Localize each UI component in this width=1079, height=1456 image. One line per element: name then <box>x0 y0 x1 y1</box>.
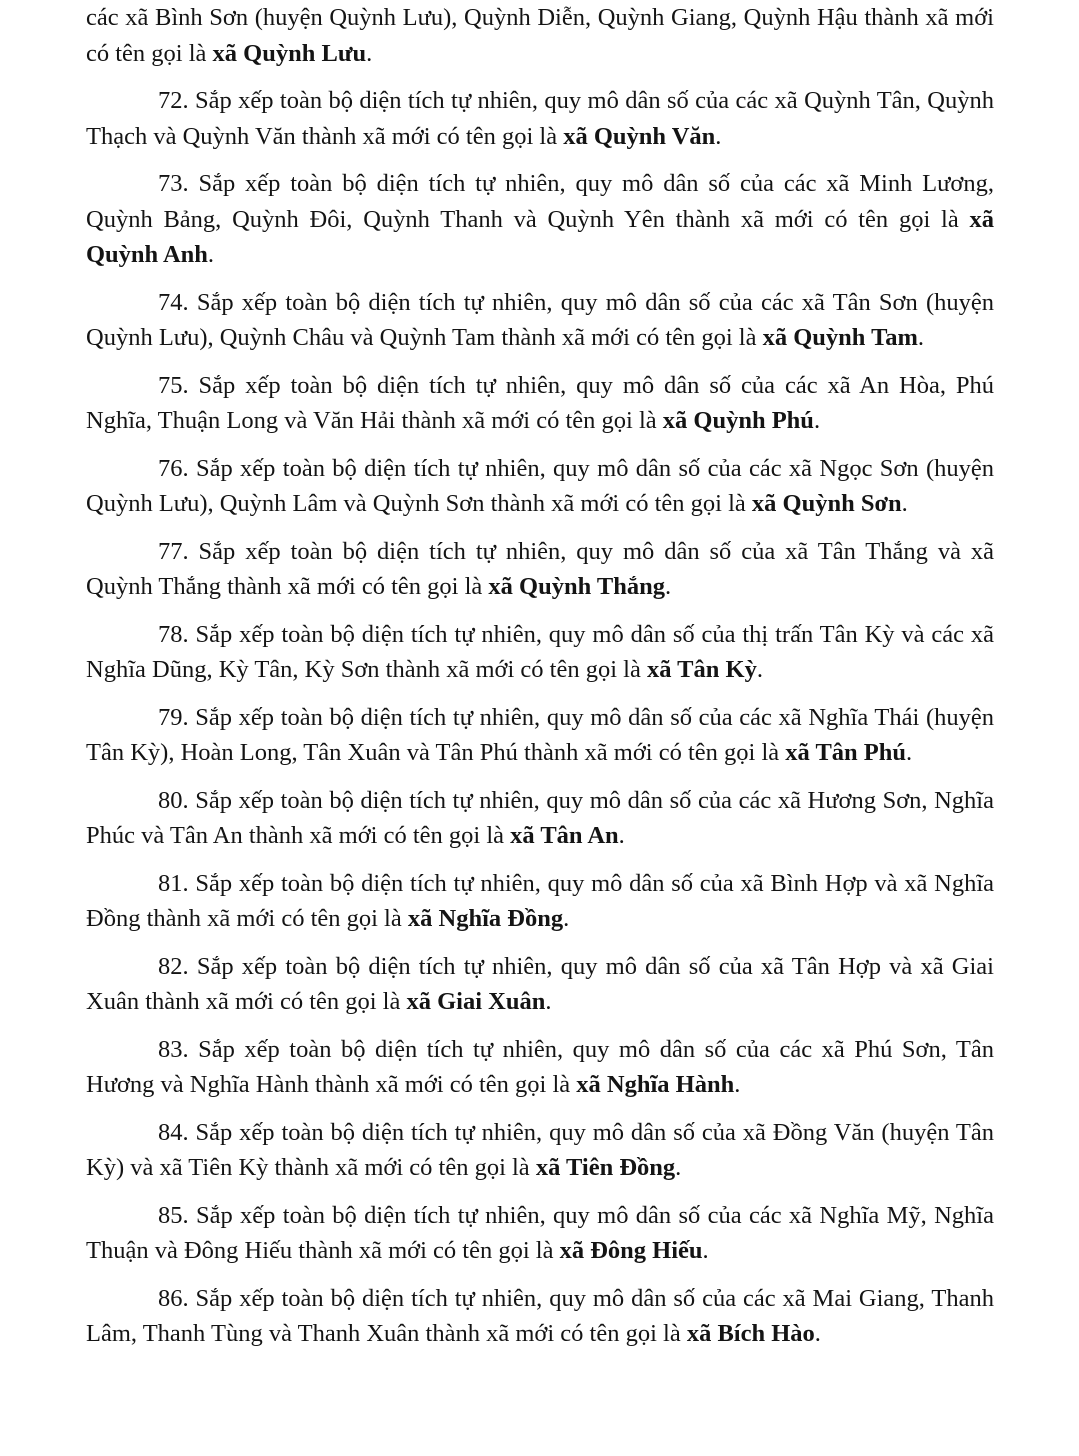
new-commune-name: xã Quỳnh Anh <box>86 205 994 268</box>
new-commune-name: xã Nghĩa Đồng <box>407 905 564 932</box>
new-commune-name: xã Giai Xuân <box>406 988 546 1015</box>
paragraph-item-86: 86. Sắp xếp toàn bộ diện tích tự nhiên, quy mô dân số của các xã Mai Giang, Thanh Lâm, Thanh Tùng và Thanh Xuân thành xã mới có tên gọi là xã Bích Hào. <box>86 1284 994 1347</box>
new-commune-name: xã Quỳnh Tam <box>762 324 918 351</box>
paragraph-item-81: 81. Sắp xếp toàn bộ diện tích tự nhiên, quy mô dân số của xã Bình Hợp và xã Nghĩa Đồng thành xã mới có tên gọi là xã Nghĩa Đồng. <box>86 869 994 932</box>
paragraph-item-84: 84. Sắp xếp toàn bộ diện tích tự nhiên, quy mô dân số của xã Đồng Văn (huyện Tân Kỳ) và xã Tiên Kỳ thành xã mới có tên gọi là xã Tiên Đồng. <box>86 1118 994 1181</box>
new-commune-name: xã Đông Hiếu <box>559 1237 703 1264</box>
paragraph-item-75: 75. Sắp xếp toàn bộ diện tích tự nhiên, quy mô dân số của các xã An Hòa, Phú Nghĩa, Thuận Long và Văn Hải thành xã mới có tên gọi là xã Quỳnh Phú. <box>86 371 994 434</box>
new-commune-name: xã Tân Kỳ <box>646 656 757 683</box>
paragraph-continuation: các xã Bình Sơn (huyện Quỳnh Lưu), Quỳnh Diễn, Quỳnh Giang, Quỳnh Hậu thành xã mới có tên gọi là xã Quỳnh Lưu. <box>86 4 994 67</box>
paragraph-item-82: 82. Sắp xếp toàn bộ diện tích tự nhiên, quy mô dân số của xã Tân Hợp và xã Giai Xuân thành xã mới có tên gọi là xã Giai Xuân. <box>86 952 994 1015</box>
new-commune-name: xã Tân Phú <box>785 739 907 766</box>
paragraph-item-72: 72. Sắp xếp toàn bộ diện tích tự nhiên, quy mô dân số của các xã Quỳnh Tân, Quỳnh Thạch và Quỳnh Văn thành xã mới có tên gọi là xã Quỳnh Văn. <box>86 87 994 150</box>
paragraph-item-73: 73. Sắp xếp toàn bộ diện tích tự nhiên, quy mô dân số của các xã Minh Lương, Quỳnh Bảng, Quỳnh Đôi, Quỳnh Thanh và Quỳnh Yên thành xã mới có tên gọi là xã Quỳnh Anh. <box>86 170 994 268</box>
new-commune-name: xã Tiên Đồng <box>535 1154 676 1181</box>
paragraph-item-83: 83. Sắp xếp toàn bộ diện tích tự nhiên, quy mô dân số của các xã Phú Sơn, Tân Hương và Nghĩa Hành thành xã mới có tên gọi là xã Nghĩa Hành. <box>86 1035 994 1098</box>
new-commune-name: xã Quỳnh Văn <box>563 122 716 150</box>
paragraph-item-78: 78. Sắp xếp toàn bộ diện tích tự nhiên, quy mô dân số của thị trấn Tân Kỳ và các xã Nghĩa Dũng, Kỳ Tân, Kỳ Sơn thành xã mới có tên gọi là xã Tân Kỳ. <box>86 620 994 683</box>
document-page <box>86 0 994 1456</box>
paragraph-item-76: 76. Sắp xếp toàn bộ diện tích tự nhiên, quy mô dân số của các xã Ngọc Sơn (huyện Quỳnh Lưu), Quỳnh Lâm và Quỳnh Sơn thành xã mới có tên gọi là xã Quỳnh Sơn. <box>86 454 994 517</box>
new-commune-name: xã Nghĩa Hành <box>576 1071 735 1098</box>
paragraph-item-80: 80. Sắp xếp toàn bộ diện tích tự nhiên, quy mô dân số của các xã Hương Sơn, Nghĩa Phúc và Tân An thành xã mới có tên gọi là xã Tân An. <box>86 786 994 849</box>
paragraph-item-74: 74. Sắp xếp toàn bộ diện tích tự nhiên, quy mô dân số của các xã Tân Sơn (huyện Quỳnh Lưu), Quỳnh Châu và Quỳnh Tam thành xã mới có tên gọi là xã Quỳnh Tam. <box>86 288 994 351</box>
paragraph-item-85: 85. Sắp xếp toàn bộ diện tích tự nhiên, quy mô dân số của các xã Nghĩa Mỹ, Nghĩa Thuận và Đông Hiếu thành xã mới có tên gọi là xã Đông Hiếu. <box>86 1201 994 1264</box>
new-commune-name: xã Tân An <box>510 822 619 849</box>
paragraph-item-79: 79. Sắp xếp toàn bộ diện tích tự nhiên, quy mô dân số của các xã Nghĩa Thái (huyện Tân Kỳ), Hoàn Long, Tân Xuân và Tân Phú thành xã mới có tên gọi là xã Tân Phú. <box>86 703 994 766</box>
new-commune-name: xã Bích Hào <box>686 1320 815 1347</box>
new-commune-name: xã Quỳnh Thắng <box>488 573 665 600</box>
paragraph-item-77: 77. Sắp xếp toàn bộ diện tích tự nhiên, quy mô dân số của xã Tân Thắng và xã Quỳnh Thắng thành xã mới có tên gọi là xã Quỳnh Thắng. <box>86 537 994 600</box>
new-commune-name: xã Quỳnh Lưu <box>212 39 367 67</box>
new-commune-name: xã Quỳnh Sơn <box>751 490 902 517</box>
new-commune-name: xã Quỳnh Phú <box>662 407 814 434</box>
